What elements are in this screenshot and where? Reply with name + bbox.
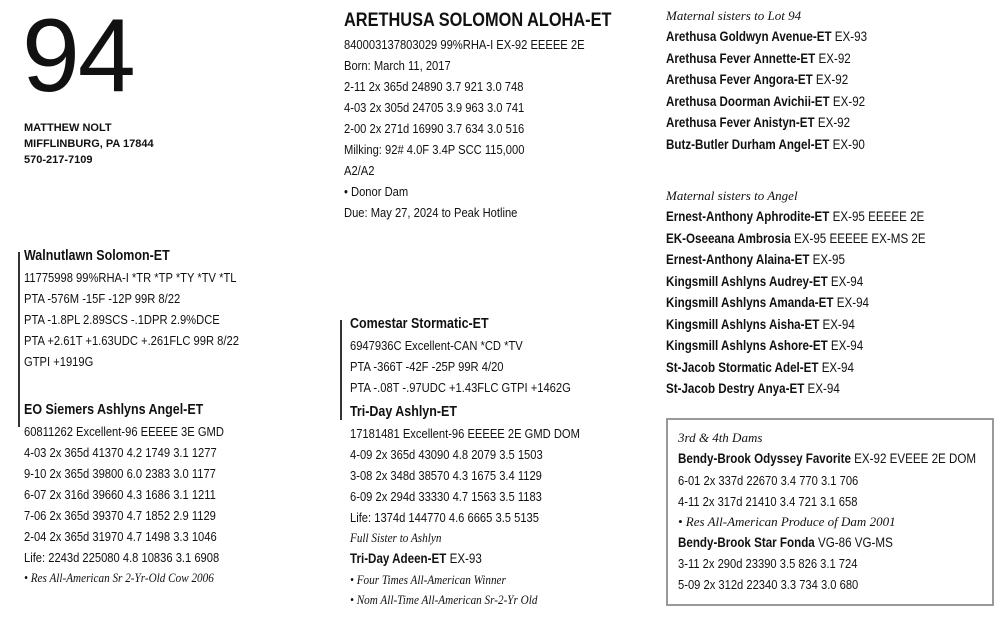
- list-item: [666, 112, 867, 134]
- genotype-line: A2/A2: [344, 163, 375, 178]
- sister-score: EX-95: [809, 252, 845, 267]
- animal-registration: 840003137803029 99%RHA-I EX-92 EEEEE 2E: [344, 37, 585, 52]
- pedigree-bracket-left: [18, 252, 20, 427]
- granddam-line: Life: 1374d 144770 4.6 6665 3.5 5135: [350, 510, 539, 525]
- record-line: 3-11 2x 290d 23390 3.5 826 3.1 724: [678, 556, 858, 571]
- sister-score: EX-93: [831, 29, 868, 44]
- sister-name: Butz-Butler Durham Angel-ET: [666, 136, 830, 152]
- sister-score: EX-94: [804, 381, 840, 396]
- sire-name: Walnutlawn Solomon-ET: [24, 248, 170, 264]
- granddam-block: [350, 402, 580, 610]
- sister-name: Arethusa Fever Anistyn-ET: [666, 115, 815, 130]
- sister-score: EX-92: [815, 50, 851, 66]
- dams-3-4-box: [666, 418, 994, 606]
- sire-block: [24, 246, 239, 372]
- dam-line: 6-07 2x 316d 39660 4.3 1686 3.1 1211: [24, 487, 216, 502]
- sister-name: Arethusa Fever Annette-ET: [666, 50, 816, 66]
- dam-line: 4-03 2x 365d 41370 4.2 1749 3.1 1277: [24, 445, 217, 460]
- sister-score: EX-95 EEEEE EX-MS 2E: [790, 230, 926, 246]
- maternal-sisters-angel: [666, 186, 968, 400]
- sister-name: Arethusa Doorman Avichii-ET: [666, 93, 830, 109]
- granddam-name: Tri-Day Ashlyn-ET: [350, 404, 457, 420]
- sister-score: EX-93: [446, 551, 482, 566]
- list-item: [666, 357, 926, 379]
- fourth-dam-name: Bendy-Brook Star Fonda: [678, 534, 815, 550]
- mgs-line: PTA -366T -42F -25P 99R 4/20: [350, 359, 504, 374]
- sister-score: EX-92: [829, 93, 866, 109]
- list-item: [666, 26, 867, 48]
- sister-name: Ernest-Anthony Aphrodite-ET: [666, 209, 830, 224]
- sire-line: 11775998 99%RHA-I *TR *TP *TY *TV *TL: [24, 270, 237, 285]
- sister-score: EX-94: [819, 316, 855, 332]
- maternal-angel-heading: Maternal sisters to Angel: [666, 188, 798, 203]
- sire-line: PTA -576M -15F -12P 99R 8/22: [24, 291, 181, 306]
- dam-block: [24, 400, 224, 588]
- list-item: [666, 228, 926, 250]
- list-item: [666, 134, 867, 156]
- sister-name: Arethusa Fever Angora-ET: [666, 72, 813, 87]
- record-line: 4-03 2x 305d 24705 3.9 963 3.0 741: [344, 100, 525, 115]
- sire-line: PTA -1.8PL 2.89SCS -.1DPR 2.9%DCE: [24, 312, 220, 327]
- mgs-line: PTA -.08T -.97UDC +1.43FLC GTPI +1462G: [350, 380, 571, 395]
- dam-line: 60811262 Excellent-96 EEEEE 3E GMD: [24, 424, 224, 439]
- dam-name: EO Siemers Ashlyns Angel-ET: [24, 402, 204, 418]
- sister-score: EX-94: [833, 295, 870, 310]
- record-line: 5-09 2x 312d 22340 3.3 734 3.0 680: [678, 577, 859, 592]
- third-dam: [678, 448, 976, 512]
- sister-name: Tri-Day Adeen-ET: [350, 551, 447, 566]
- pedigree-bracket-middle: [340, 320, 342, 420]
- granddam-line: 6-09 2x 294d 33330 4.7 1563 3.5 1183: [350, 489, 542, 504]
- record-line: 6-01 2x 337d 22670 3.4 770 3.1 706: [678, 472, 859, 488]
- sister-name: Kingsmill Ashlyns Ashore-ET: [666, 338, 828, 353]
- sister-name: Kingsmill Ashlyns Amanda-ET: [666, 295, 834, 310]
- sister-note: • Nom All-Time All-American Sr-2-Yr Old: [350, 591, 538, 607]
- due-line: Due: May 27, 2024 to Peak Hotline: [344, 205, 518, 220]
- granddam-line: 17181481 Excellent-96 EEEEE 2E GMD DOM: [350, 426, 580, 441]
- sire-line: GTPI +1919G: [24, 354, 94, 369]
- record-line: 2-11 2x 365d 24890 3.7 921 3.0 748: [344, 79, 524, 94]
- sister-score: EX-92: [812, 72, 849, 87]
- sister-name: St-Jacob Stormatic Adel-ET: [666, 359, 819, 375]
- sister-score: EX-94: [827, 338, 864, 353]
- list-item: [666, 206, 926, 228]
- mgs-line: 6947936C Excellent-CAN *CD *TV: [350, 338, 523, 353]
- sister-score: EX-94: [818, 359, 854, 375]
- dam-line: Life: 2243d 225080 4.8 10836 3.1 6908: [24, 550, 220, 565]
- fourth-dam-score: VG-86 VG-MS: [814, 534, 893, 550]
- donor-note: • Donor Dam: [344, 184, 409, 199]
- sister-name: Kingsmill Ashlyns Audrey-ET: [666, 273, 828, 289]
- consignor-name: MATTHEW NOLT: [24, 122, 112, 134]
- mgs-block: [350, 314, 571, 398]
- list-item: [666, 69, 867, 91]
- consignor-block: [24, 120, 154, 168]
- dam-line: 2-04 2x 365d 31970 4.7 1498 3.3 1046: [24, 529, 217, 544]
- animal-details: [344, 34, 611, 223]
- sister-heading: Full Sister to Ashlyn: [350, 530, 442, 545]
- fourth-dam: [678, 532, 976, 596]
- sister-score: EX-94: [827, 273, 864, 289]
- fourth-dam-title: [678, 532, 976, 554]
- sister-name: St-Jacob Destry Anya-ET: [666, 381, 805, 396]
- maternal-lot-list: [666, 26, 867, 155]
- lot-animal-block: [344, 8, 655, 223]
- sister-name: Kingsmill Ashlyns Aisha-ET: [666, 316, 820, 332]
- list-item: [666, 314, 926, 336]
- dams-3-4-content: [678, 428, 1000, 595]
- third-dam-name: Bendy-Brook Odyssey Favorite: [678, 451, 851, 466]
- maternal-angel-list: [666, 206, 926, 400]
- dam-note: • Res All-American Sr 2-Yr-Old Cow 2006: [24, 570, 214, 585]
- record-line: 4-11 2x 317d 21410 3.4 721 3.1 658: [678, 493, 858, 509]
- third-dam-note: • Res All-American Produce of Dam 2001: [678, 513, 896, 529]
- list-item: [666, 292, 926, 314]
- consignor-city: MIFFLINBURG, PA 17844: [24, 138, 154, 150]
- sister-score: EX-95 EEEEE 2E: [829, 209, 925, 224]
- list-item: [666, 378, 926, 400]
- animal-born: Born: March 11, 2017: [344, 58, 451, 73]
- record-line: 2-00 2x 271d 16990 3.7 634 3.0 516: [344, 121, 525, 136]
- dams-3-4-heading: 3rd & 4th Dams: [678, 430, 763, 445]
- list-item: [666, 271, 926, 293]
- sister-name: EK-Oseeana Ambrosia: [666, 230, 791, 246]
- sister-score: EX-92: [814, 115, 851, 130]
- list-item: [666, 91, 867, 113]
- maternal-sisters-lot: [666, 6, 900, 155]
- dam-line: 9-10 2x 365d 39800 6.0 2383 3.0 1177: [24, 466, 216, 481]
- third-dam-score: EX-92 EVEEE 2E DOM: [850, 451, 977, 466]
- sister-score: EX-90: [829, 136, 865, 152]
- list-item: [666, 249, 926, 271]
- sire-line: PTA +2.61T +1.63UDC +.261FLC 99R 8/22: [24, 333, 239, 348]
- sister-name: Ernest-Anthony Alaina-ET: [666, 252, 810, 267]
- granddam-line: 3-08 2x 348d 38570 4.3 1675 3.4 1129: [350, 468, 542, 483]
- sister-note: • Four Times All-American Winner: [350, 571, 506, 587]
- mgs-name: Comestar Stormatic-ET: [350, 316, 489, 332]
- consignor-phone: 570-217-7109: [24, 154, 93, 166]
- granddam-line: 4-09 2x 365d 43090 4.8 2079 3.5 1503: [350, 447, 543, 462]
- sister-entry: [350, 548, 580, 570]
- list-item: [666, 335, 926, 357]
- animal-name: ARETHUSA SOLOMON ALOHA-ET: [344, 10, 612, 31]
- sister-name: Arethusa Goldwyn Avenue-ET: [666, 29, 832, 44]
- third-dam-title: [678, 448, 976, 470]
- dam-line: 7-06 2x 365d 39370 4.7 1852 2.9 1129: [24, 508, 216, 523]
- lot-number: 94: [22, 0, 134, 114]
- list-item: [666, 48, 867, 70]
- milking-line: Milking: 92# 4.0F 3.4P SCC 115,000: [344, 142, 525, 157]
- maternal-lot-heading: Maternal sisters to Lot 94: [666, 8, 802, 23]
